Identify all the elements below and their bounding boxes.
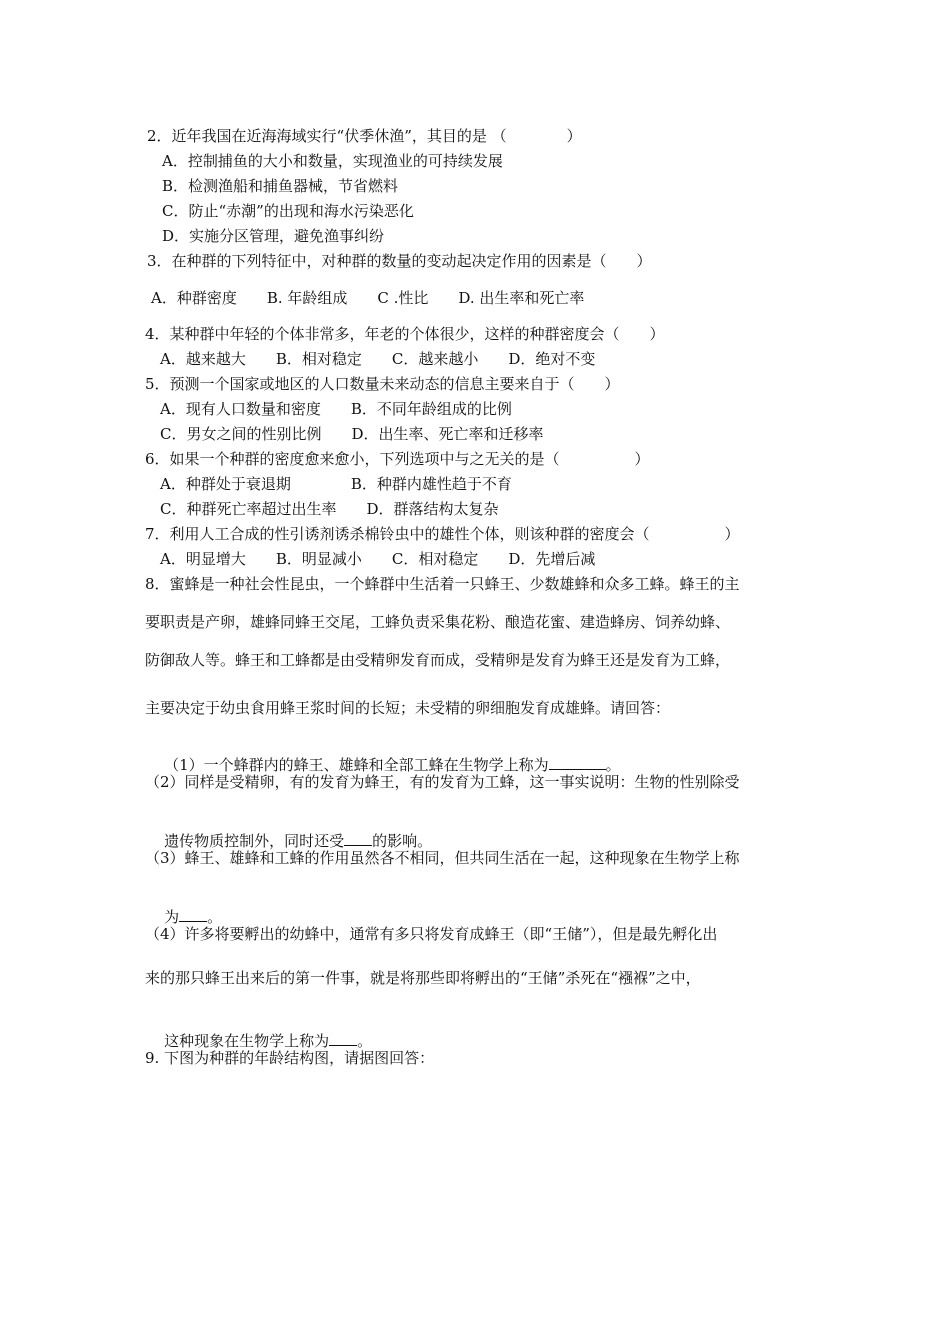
answer-blank[interactable] — [549, 754, 606, 770]
q8-sub4-tail: 。 — [357, 1032, 373, 1050]
q7-options: A．明显增大 B．明显减小 C．相对稳定 D．先增后减 — [160, 550, 596, 568]
q2-option-b: B．检测渔船和捕鱼器械，节省燃料 — [162, 177, 399, 195]
q8-sub4-line2: 来的那只蜂王出来后的第一件事，就是将那些即将孵出的“王储”杀死在“襁褓”之中， — [145, 969, 701, 987]
q8-sub1-text: （1）一个蜂群内的蜂王、雄蜂和全部工蜂在生物学上称为 — [164, 756, 549, 774]
q8-sub2-tail: 的影响。 — [372, 832, 433, 850]
q8-sub1-tail: 。 — [605, 756, 621, 774]
q2-option-d: D．实施分区管理，避免渔事纠纷 — [162, 227, 385, 245]
q7-stem: 7．利用人工合成的性引诱剂诱杀棉铃虫中的雄性个体，则该种群的密度会（ ） — [145, 525, 740, 543]
q2-stem: 2．近年我国在近海海域实行“伏季休渔”，其目的是 （ ） — [147, 127, 582, 145]
q5-options-cd: C．男女之间的性别比例 D．出生率、死亡率和迁移率 — [160, 425, 544, 443]
q5-stem: 5．预测一个国家或地区的人口数量未来动态的信息主要来自于（ ） — [145, 375, 620, 393]
q8-sub2-text: 遗传物质控制外，同时还受 — [164, 832, 345, 850]
q8-intro-line: 要职责是产卵，雄蜂同蜂王交尾，工蜂负责采集花粉、酿造花蜜、建造蜂房、饲养幼蜂、 — [145, 613, 731, 631]
q8-sub2-line1: （2）同样是受精卵，有的发育为蜂王，有的发育为工蜂，这一事实说明：生物的性别除受 — [145, 773, 740, 791]
q2-option-c: C．防止“赤潮”的出现和海水污染恶化 — [162, 202, 414, 220]
q5-options-ab: A．现有人口数量和密度 B．不同年龄组成的比例 — [160, 400, 512, 418]
q6-stem: 6．如果一个种群的密度愈来愈小，下列选项中与之无关的是（ ） — [145, 450, 650, 468]
answer-blank[interactable] — [329, 1030, 357, 1046]
q3-options: A．种群密度 B. 年龄组成 C .性比 D. 出生率和死亡率 — [151, 289, 585, 307]
q6-options-cd: C．种群死亡率超过出生率 D．群落结构太复杂 — [160, 500, 499, 518]
answer-blank[interactable] — [344, 830, 372, 846]
q2-option-a: A．控制捕鱼的大小和数量，实现渔业的可持续发展 — [162, 152, 503, 170]
q8-sub3-line1: （3）蜂王、雄蜂和工蜂的作用虽然各不相同，但共同生活在一起，这种现象在生物学上称 — [145, 849, 740, 867]
q4-options: A．越来越大 B．相对稳定 C．越来越小 D．绝对不变 — [160, 350, 596, 368]
q8-sub3-tail: 。 — [207, 908, 223, 926]
q4-stem: 4．某种群中年轻的个体非常多，年老的个体很少，这样的种群密度会（ ） — [145, 325, 665, 343]
q8-intro-line: 防御敌人等。蜂王和工蜂都是由受精卵发育而成，受精卵是发育为蜂王还是发育为工蜂， — [145, 651, 731, 669]
answer-blank[interactable] — [179, 906, 207, 922]
q8-sub4-line1: （4）许多将要孵出的幼蜂中，通常有多只将发育成蜂王（即“王储”），但是最先孵化出 — [145, 925, 718, 943]
q6-options-ab: A．种群处于衰退期 B．种群内雄性趋于不育 — [160, 475, 512, 493]
q3-stem: 3．在种群的下列特征中，对种群的数量的变动起决定作用的因素是（ ） — [147, 252, 652, 270]
q8-intro-line: 主要决定于幼虫食用蜂王浆时间的长短；未受精的卵细胞发育成雄蜂。请回答： — [145, 699, 671, 717]
q8-intro-line: 8．蜜蜂是一种社会性昆虫，一个蜂群中生活着一只蜂王、少数雄蜂和众多工蜂。蜂王的主 — [145, 575, 740, 593]
q8-sub4-text: 这种现象在生物学上称为 — [164, 1032, 330, 1050]
q8-sub3-text: 为 — [164, 908, 180, 926]
q9-stem: 9. 下图为种群的年龄结构图，请据图回答： — [145, 1049, 435, 1067]
